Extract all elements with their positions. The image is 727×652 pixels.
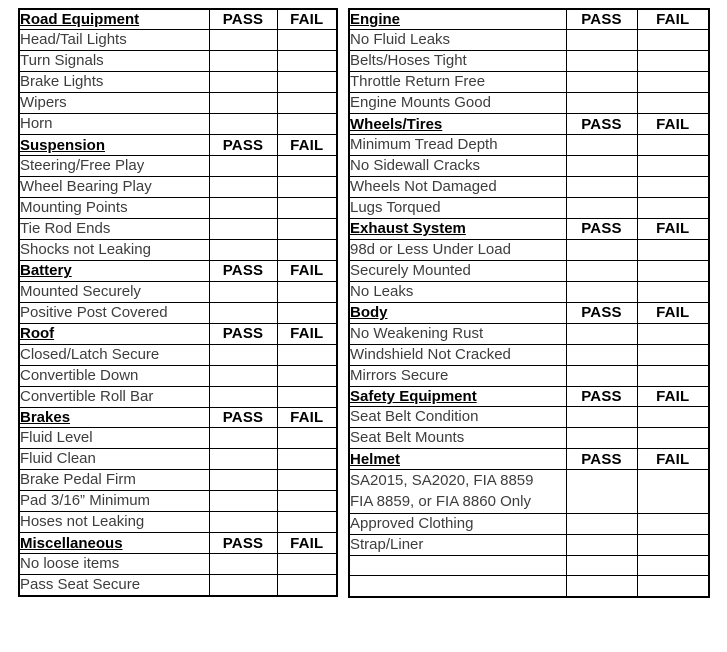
empty-label-cell (349, 576, 566, 597)
pass-cell (566, 513, 637, 534)
pass-header: PASS (566, 386, 637, 407)
pass-cell (566, 576, 637, 597)
checklist-row (19, 156, 337, 177)
checklist-row (19, 281, 337, 302)
fail-cell (637, 365, 709, 386)
item-label: Fluid Clean (19, 449, 209, 470)
checklist-row (19, 302, 337, 323)
pass-cell (209, 93, 277, 114)
pass-header: PASS (209, 261, 277, 282)
section-title-cell (349, 9, 566, 30)
checklist-row (19, 386, 337, 407)
fail-cell (637, 177, 709, 198)
fail-cell (277, 386, 337, 407)
item-label: 98d or Less Under Load (349, 239, 566, 260)
fail-cell (277, 219, 337, 240)
pass-header: PASS (566, 219, 637, 240)
item-label: Closed/Latch Secure (19, 344, 209, 365)
fail-cell (637, 281, 709, 302)
item-label: Seat Belt Mounts (349, 428, 566, 449)
item-label: Mounted Securely (19, 281, 209, 302)
pass-cell (566, 135, 637, 156)
fail-cell (277, 512, 337, 533)
fail-cell (637, 260, 709, 281)
fail-header: FAIL (277, 407, 337, 428)
section-title-cell (19, 261, 209, 282)
checklist-table-left (18, 8, 338, 597)
checklist-row (349, 407, 709, 428)
fail-cell (277, 93, 337, 114)
pass-cell (566, 156, 637, 177)
fail-header: FAIL (277, 323, 337, 344)
pass-cell (566, 72, 637, 93)
fail-cell (277, 177, 337, 198)
item-label-line: FIA 8859, or FIA 8860 Only (350, 493, 531, 511)
checklist-row (349, 260, 709, 281)
item-label: Wipers (19, 93, 209, 114)
checklist-row (19, 51, 337, 72)
fail-header: FAIL (277, 261, 337, 282)
pass-cell (209, 198, 277, 219)
section-title-cell (349, 219, 566, 240)
fail-header: FAIL (277, 9, 337, 30)
item-label: No loose items (19, 554, 209, 575)
section-header-row (349, 219, 709, 240)
fail-cell (637, 470, 709, 513)
checklist-row (19, 575, 337, 597)
section-header-row (19, 9, 337, 30)
pass-cell (209, 344, 277, 365)
checklist-row (349, 239, 709, 260)
checklist-row (349, 72, 709, 93)
pass-cell (209, 491, 277, 512)
pass-cell (566, 177, 637, 198)
pass-cell (209, 386, 277, 407)
checklist-row (349, 470, 709, 513)
item-label: Shocks not Leaking (19, 240, 209, 261)
fail-cell (637, 555, 709, 576)
item-label: Minimum Tread Depth (349, 135, 566, 156)
fail-cell (277, 114, 337, 135)
item-label: Fluid Level (19, 428, 209, 449)
checklist-table-right (348, 8, 710, 598)
checklist-row (349, 281, 709, 302)
item-label: Securely Mounted (349, 260, 566, 281)
item-label: No Weakening Rust (349, 323, 566, 344)
pass-cell (566, 344, 637, 365)
fail-cell (277, 281, 337, 302)
section-header-row (19, 533, 337, 554)
fail-cell (277, 302, 337, 323)
section-title: Engine (350, 11, 401, 29)
pass-cell (566, 239, 637, 260)
fail-cell (637, 407, 709, 428)
item-label: Hoses not Leaking (19, 512, 209, 533)
fail-cell (637, 323, 709, 344)
section-title: Brakes (20, 409, 71, 427)
pass-header: PASS (209, 407, 277, 428)
fail-cell (277, 470, 337, 491)
item-label: Approved Clothing (349, 513, 566, 534)
fail-cell (277, 240, 337, 261)
section-title: Helmet (350, 450, 401, 468)
item-label (349, 470, 566, 513)
checklist-row (349, 365, 709, 386)
fail-cell (277, 51, 337, 72)
checklist-row (349, 513, 709, 534)
section-title-cell (349, 449, 566, 470)
section-title-cell (349, 386, 566, 407)
fail-cell (277, 365, 337, 386)
pass-header: PASS (209, 533, 277, 554)
pass-cell (209, 51, 277, 72)
item-label: Brake Lights (19, 72, 209, 93)
checklist-row (19, 93, 337, 114)
item-label: Convertible Down (19, 365, 209, 386)
pass-cell (209, 30, 277, 51)
pass-cell (566, 470, 637, 513)
item-label: Horn (19, 114, 209, 135)
pass-cell (566, 30, 637, 51)
checklist-row (19, 177, 337, 198)
item-label: Head/Tail Lights (19, 30, 209, 51)
section-title: Exhaust System (350, 220, 466, 238)
item-label: Steering/Free Play (19, 156, 209, 177)
checklist-row (19, 512, 337, 533)
checklist-row (19, 114, 337, 135)
fail-cell (637, 51, 709, 72)
checklist-row (19, 428, 337, 449)
checklist-row (349, 198, 709, 219)
item-label: No Sidewall Cracks (349, 156, 566, 177)
checklist-row (19, 554, 337, 575)
pass-cell (209, 554, 277, 575)
checklist-row (349, 177, 709, 198)
section-title: Battery (20, 262, 72, 280)
item-label: Brake Pedal Firm (19, 470, 209, 491)
pass-header: PASS (566, 302, 637, 323)
fail-cell (277, 156, 337, 177)
fail-cell (637, 428, 709, 449)
item-label: Windshield Not Cracked (349, 344, 566, 365)
pass-cell (566, 281, 637, 302)
item-label: Pass Seat Secure (19, 575, 209, 597)
checklist-row (349, 156, 709, 177)
checklist-row (349, 323, 709, 344)
fail-cell (637, 576, 709, 597)
item-label-line: SA2015, SA2020, FIA 8859 (350, 472, 534, 490)
checklist-row (19, 365, 337, 386)
section-title-cell (349, 114, 566, 135)
section-header-row (19, 407, 337, 428)
fail-header: FAIL (637, 386, 709, 407)
fail-header: FAIL (277, 533, 337, 554)
item-label: Mirrors Secure (349, 365, 566, 386)
section-header-row (349, 114, 709, 135)
fail-cell (637, 534, 709, 555)
section-header-row (19, 135, 337, 156)
fail-cell (637, 198, 709, 219)
pass-cell (209, 114, 277, 135)
checklist-row (19, 219, 337, 240)
pass-cell (209, 72, 277, 93)
fail-cell (637, 344, 709, 365)
section-title-cell (19, 323, 209, 344)
section-title: Suspension (20, 136, 106, 154)
checklist-row (19, 198, 337, 219)
pass-cell (209, 512, 277, 533)
section-title: Roof (20, 325, 55, 343)
pass-cell (209, 281, 277, 302)
item-label: No Leaks (349, 281, 566, 302)
section-title: Wheels/Tires (350, 115, 443, 133)
fail-cell (637, 513, 709, 534)
checklist-row (349, 135, 709, 156)
checklist-row (19, 470, 337, 491)
item-label: Mounting Points (19, 198, 209, 219)
pass-header: PASS (209, 135, 277, 156)
fail-cell (637, 72, 709, 93)
item-label: Engine Mounts Good (349, 93, 566, 114)
fail-cell (277, 30, 337, 51)
pass-cell (209, 219, 277, 240)
pass-header: PASS (566, 9, 637, 30)
pass-cell (209, 240, 277, 261)
pass-cell (566, 428, 637, 449)
fail-cell (637, 156, 709, 177)
pass-cell (209, 428, 277, 449)
section-title-cell (19, 135, 209, 156)
pass-header: PASS (209, 9, 277, 30)
section-header-row (19, 261, 337, 282)
fail-cell (277, 554, 337, 575)
fail-cell (637, 135, 709, 156)
empty-row (349, 576, 709, 597)
section-header-row (349, 449, 709, 470)
section-title-cell (19, 533, 209, 554)
pass-cell (209, 575, 277, 597)
fail-cell (277, 72, 337, 93)
fail-cell (277, 575, 337, 597)
section-title: Body (350, 304, 388, 322)
checklist-row (349, 344, 709, 365)
item-label: Seat Belt Condition (349, 407, 566, 428)
pass-cell (209, 177, 277, 198)
checklist-row (19, 30, 337, 51)
empty-label-cell (349, 555, 566, 576)
fail-header: FAIL (637, 114, 709, 135)
checklist-row (349, 93, 709, 114)
pass-cell (209, 302, 277, 323)
item-label: Wheel Bearing Play (19, 177, 209, 198)
item-label: Lugs Torqued (349, 198, 566, 219)
item-label: Convertible Roll Bar (19, 386, 209, 407)
item-label: Pad 3/16” Minimum (19, 491, 209, 512)
fail-cell (637, 93, 709, 114)
pass-cell (566, 534, 637, 555)
fail-cell (637, 30, 709, 51)
pass-cell (566, 260, 637, 281)
pass-cell (566, 323, 637, 344)
fail-cell (277, 428, 337, 449)
pass-cell (566, 555, 637, 576)
checklist-row (349, 51, 709, 72)
pass-cell (209, 365, 277, 386)
fail-header: FAIL (637, 219, 709, 240)
fail-cell (277, 491, 337, 512)
section-title: Road Equipment (20, 11, 140, 29)
item-label: Belts/Hoses Tight (349, 51, 566, 72)
pass-header: PASS (566, 449, 637, 470)
checklist-row (19, 240, 337, 261)
fail-header: FAIL (277, 135, 337, 156)
pass-cell (566, 365, 637, 386)
section-title-cell (349, 302, 566, 323)
pass-cell (209, 470, 277, 491)
checklist-row (19, 72, 337, 93)
fail-cell (637, 239, 709, 260)
checklist-row (19, 344, 337, 365)
pass-cell (209, 156, 277, 177)
fail-header: FAIL (637, 302, 709, 323)
pass-header: PASS (209, 323, 277, 344)
section-header-row (349, 9, 709, 30)
item-label: Tie Rod Ends (19, 219, 209, 240)
fail-cell (277, 344, 337, 365)
section-title: Safety Equipment (350, 388, 477, 406)
section-title: Miscellaneous (20, 534, 123, 552)
section-header-row (349, 302, 709, 323)
section-header-row (19, 323, 337, 344)
checklist-row (349, 30, 709, 51)
pass-cell (566, 407, 637, 428)
pass-header: PASS (566, 114, 637, 135)
checklist-row (19, 449, 337, 470)
empty-row (349, 555, 709, 576)
fail-header: FAIL (637, 9, 709, 30)
section-title-cell (19, 9, 209, 30)
fail-header: FAIL (637, 449, 709, 470)
checklist-row (349, 534, 709, 555)
item-label: Positive Post Covered (19, 302, 209, 323)
pass-cell (566, 198, 637, 219)
item-label: Turn Signals (19, 51, 209, 72)
item-label: Wheels Not Damaged (349, 177, 566, 198)
checklist-row (19, 491, 337, 512)
section-title-cell (19, 407, 209, 428)
pass-cell (566, 93, 637, 114)
fail-cell (277, 449, 337, 470)
pass-cell (209, 449, 277, 470)
item-label: Throttle Return Free (349, 72, 566, 93)
checklist-row (349, 428, 709, 449)
pass-cell (566, 51, 637, 72)
item-label: No Fluid Leaks (349, 30, 566, 51)
fail-cell (277, 198, 337, 219)
item-label: Strap/Liner (349, 534, 566, 555)
section-header-row (349, 386, 709, 407)
